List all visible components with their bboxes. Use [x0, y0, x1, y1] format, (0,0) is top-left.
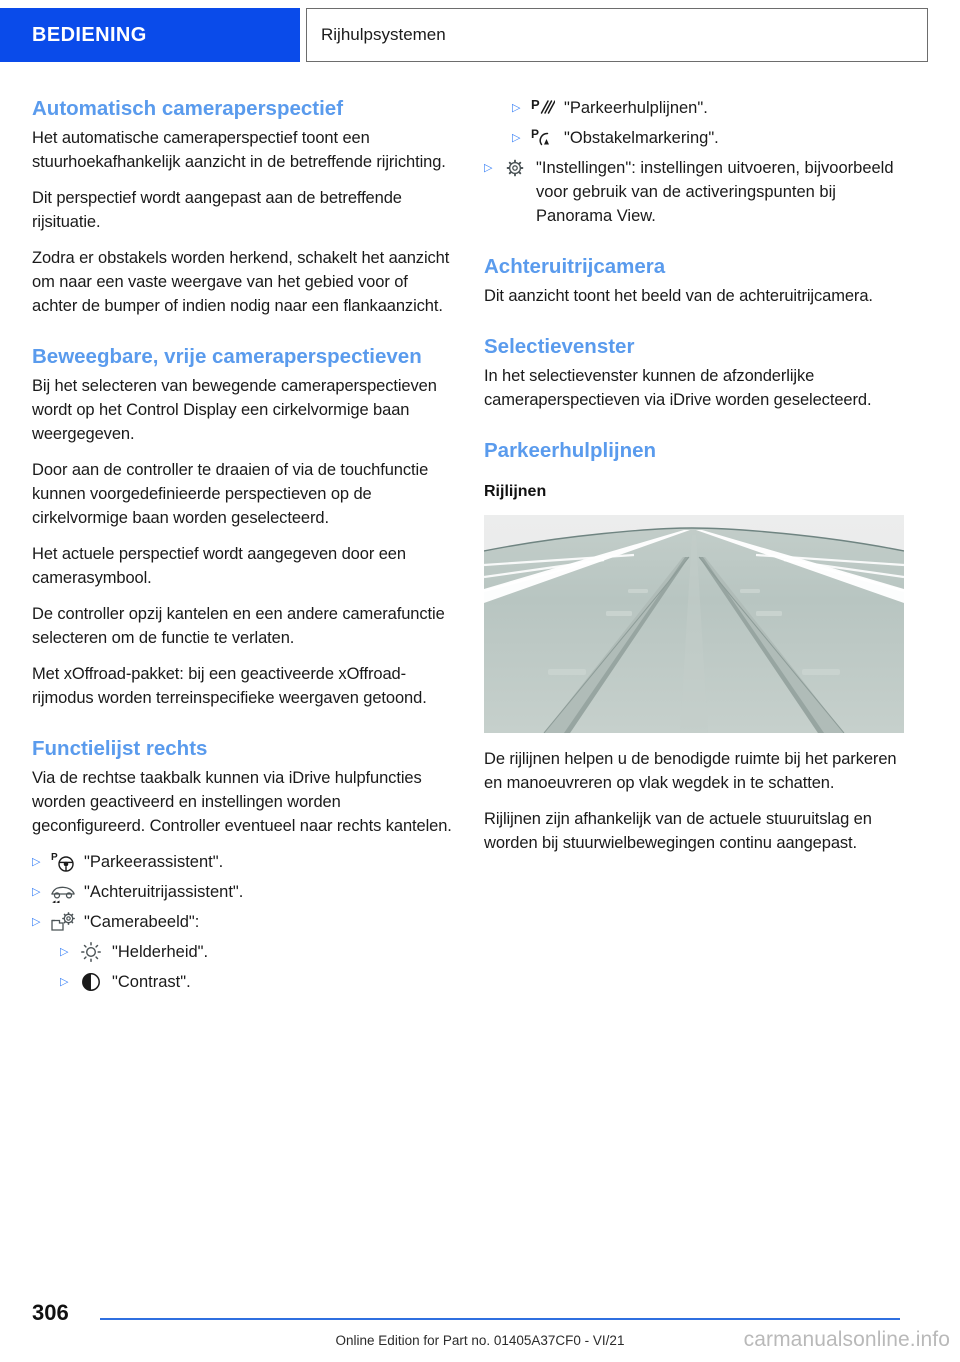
- brightness-icon: [76, 940, 106, 964]
- p-guide-lines-icon: [528, 96, 558, 120]
- list-item[interactable]: [512, 126, 904, 150]
- tab-rijhulpsystemen[interactable]: [306, 8, 928, 62]
- list-item[interactable]: [32, 850, 452, 874]
- tab-bediening-label: BEDIENING: [32, 23, 147, 46]
- triangle-bullet-icon: ▷: [512, 102, 521, 114]
- heading-beweegbare-vrije-cameraperspectieven: Beweegbare, vrije cameraperspectieven: [32, 345, 422, 368]
- car-reverse-icon: [48, 880, 78, 904]
- list-item[interactable]: [60, 940, 452, 964]
- heading-achteruitrijcamera: Achteruitrijcamera: [484, 255, 666, 278]
- heading-selectievenster: Selectievenster: [484, 335, 635, 358]
- paragraph-12: De rijlijnen helpen u de benodigde ruimte bij het parkeren en manoeuvreren op vlak wegdek in te schatten.: [484, 750, 897, 792]
- triangle-bullet-icon: ▷: [60, 976, 69, 988]
- list-item-label: "Camerabeeld":: [84, 913, 200, 931]
- list-item-label: "Parkeerhulplijnen".: [564, 99, 708, 117]
- paragraph-7: De controller opzij kantelen en een andere camerafunctie selecteren om de functie te verlaten.: [32, 605, 445, 647]
- triangle-bullet-icon: ▷: [32, 856, 41, 868]
- paragraph-6: Het actuele perspectief wordt aangegeven door een camerasymbool.: [32, 545, 406, 587]
- list-item-label: "Instellingen": instellingen uitvoeren, bijvoorbeeld voor gebruik van de activeringspunten bij Panorama View.: [536, 159, 894, 225]
- paragraph-10: Dit aanzicht toont het beeld van de achteruitrijcamera.: [484, 287, 873, 305]
- paragraph-2: Dit perspectief wordt aangepast aan de betreffende rijsituatie.: [32, 189, 402, 231]
- paragraph-8: Met xOffroad-pakket: bij een geactiveerde xOffroad-rijmodus worden terreinspecifieke weergaven getoond.: [32, 665, 427, 707]
- list-item-label: "Obstakelmarkering".: [564, 129, 719, 147]
- svg-text:P: P: [531, 127, 540, 141]
- list-item[interactable]: [484, 156, 904, 228]
- svg-text:P: P: [531, 97, 540, 112]
- heading-automatisch-cameraperspectief: Automatisch cameraperspectief: [32, 97, 344, 120]
- page-number: 306: [32, 1300, 69, 1325]
- page-footer: [0, 1272, 960, 1362]
- edition-text: Online Edition for Part no. 01405A37CF0 - VI/21: [335, 1333, 625, 1348]
- paragraph-11: In het selectievenster kunnen de afzonderlijke cameraperspectieven via iDrive worden geselecteerd.: [484, 367, 872, 409]
- list-item[interactable]: [60, 970, 452, 994]
- right-column: [484, 96, 904, 867]
- list-item-label: "Contrast".: [112, 973, 191, 991]
- camera-gear-icon: [48, 910, 78, 934]
- svg-text:P: P: [51, 852, 58, 863]
- paragraph-4: Bij het selecteren van bewegende cameraperspectieven wordt op het Control Display een cirkelvormige baan weergegeven.: [32, 377, 437, 443]
- left-column: [32, 96, 452, 1000]
- paragraph-1: Het automatische cameraperspectief toont een stuurhoekafhankelijk aanzicht in de betreffende rijrichting.: [32, 129, 446, 171]
- tab-bediening[interactable]: [0, 8, 300, 62]
- list-item-label: "Helderheid".: [112, 943, 209, 961]
- page-header: [0, 8, 960, 62]
- paragraph-13: Rijlijnen zijn afhankelijk van de actuele stuuruitslag en worden bij stuurwielbewegingen continu aangepast.: [484, 810, 872, 852]
- p-obstacle-marking-icon: [528, 126, 558, 150]
- list-item-label: "Achteruitrijassistent".: [84, 883, 244, 901]
- paragraph-9: Via de rechtse taakbalk kunnen via iDrive hulpfuncties worden geactiveerd en instellingen worden geconfigureerd. Controller eventueel naar rechts kantelen.: [32, 769, 452, 835]
- tab-rijhulpsystemen-label: Rijhulpsystemen: [321, 25, 446, 44]
- list-item[interactable]: [32, 880, 452, 904]
- paragraph-5: Door aan de controller te draaien of via de touchfunctie kunnen voorgedefinieerde perspectieven op de cirkelvormige baan worden geselecteerd.: [32, 461, 429, 527]
- triangle-bullet-icon: ▷: [512, 132, 521, 144]
- watermark-text: carmanualsonline.info: [743, 1328, 950, 1351]
- parking-guide-lines-illustration: [484, 515, 904, 733]
- list-item-label: "Parkeerassistent".: [84, 853, 224, 871]
- triangle-bullet-icon: ▷: [32, 886, 41, 898]
- triangle-bullet-icon: ▷: [484, 162, 493, 174]
- list-item[interactable]: [512, 96, 904, 120]
- list-item[interactable]: [32, 910, 452, 934]
- footer-divider: [100, 1318, 900, 1320]
- triangle-bullet-icon: ▷: [60, 946, 69, 958]
- gear-icon: [500, 156, 530, 180]
- triangle-bullet-icon: ▷: [32, 916, 41, 928]
- p-steering-wheel-icon: [48, 850, 78, 874]
- contrast-icon: [76, 970, 106, 994]
- heading-parkeerhulplijnen: Parkeerhulplijnen: [484, 439, 657, 462]
- subheading-rijlijnen: Rijlijnen: [484, 483, 547, 500]
- functielijst-bullet-list: [32, 850, 452, 994]
- heading-functielijst-rechts: Functielijst rechts: [32, 737, 208, 760]
- paragraph-3: Zodra er obstakels worden herkend, schakelt het aanzicht om naar een vaste weergave van het gebied voor of achter de bumper of indien nodig naar een flankaanzicht.: [32, 249, 450, 315]
- functielijst-bullet-list-continued: [484, 96, 904, 228]
